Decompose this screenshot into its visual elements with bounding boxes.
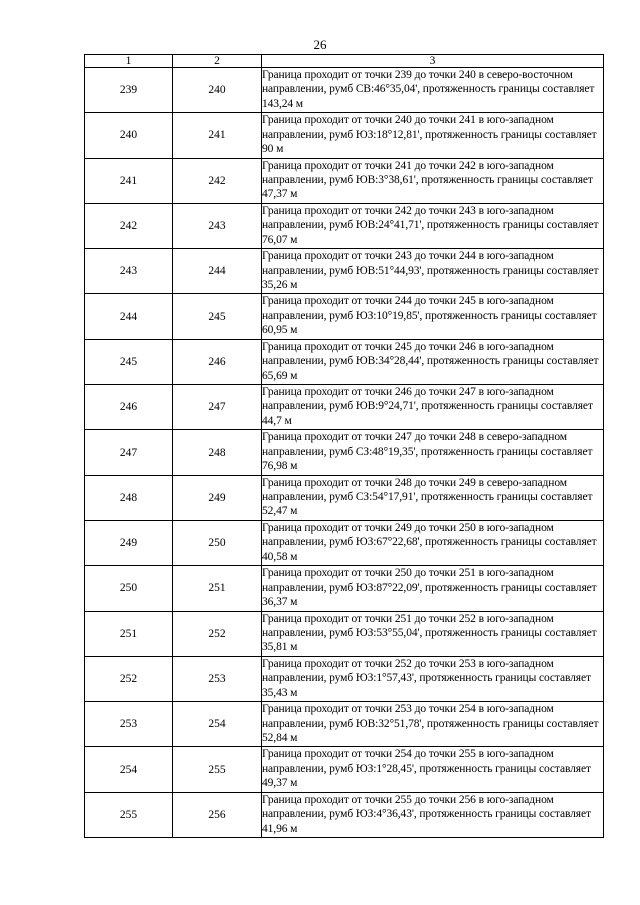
boundary-description-cell: Граница проходит от точки 243 до точки 244 в юго-западном направлении, румб ЮВ:51°44,93', протяженность границы составляет 35,26 м xyxy=(262,249,604,294)
boundary-description-cell: Граница проходит от точки 239 до точки 240 в северо-восточном направлении, румб СВ:46°35,04', протяженность границы составляет 143,24 м xyxy=(262,68,604,113)
table-row xyxy=(85,702,604,747)
point-from-cell: 241 xyxy=(85,158,173,203)
table-row xyxy=(85,611,604,656)
point-to-cell: 249 xyxy=(173,475,262,520)
point-from-cell: 253 xyxy=(85,702,173,747)
table-row xyxy=(85,430,604,475)
point-to-cell: 243 xyxy=(173,203,262,248)
boundary-description-cell: Граница проходит от точки 253 до точки 254 в юго-западном направлении, румб ЮВ:32°51,78', протяженность границы составляет 52,84 м xyxy=(262,702,604,747)
point-to-cell: 253 xyxy=(173,656,262,701)
table-row xyxy=(85,656,604,701)
table-row xyxy=(85,520,604,565)
point-from-cell: 249 xyxy=(85,520,173,565)
boundary-description-cell: Граница проходит от точки 240 до точки 241 в юго-западном направлении, румб ЮЗ:18°12,81', протяженность границы составляет 90 м xyxy=(262,113,604,158)
boundary-description-cell: Граница проходит от точки 250 до точки 251 в юго-западном направлении, румб ЮЗ:87°22,09', протяженность границы составляет 36,37 м xyxy=(262,566,604,611)
table-row xyxy=(85,566,604,611)
point-to-cell: 245 xyxy=(173,294,262,339)
boundary-description-cell: Граница проходит от точки 245 до точки 246 в юго-западном направлении, румб ЮВ:34°28,44', протяженность границы составляет 65,69 м xyxy=(262,339,604,384)
page-number: 26 xyxy=(313,37,327,52)
point-from-cell: 246 xyxy=(85,385,173,430)
table-row xyxy=(85,339,604,384)
boundary-description-cell: Граница проходит от точки 252 до точки 253 в юго-западном направлении, румб ЮЗ:1°57,43', протяженность границы составляет 35,43 м xyxy=(262,656,604,701)
header-col-3: 3 xyxy=(262,55,604,68)
table-row xyxy=(85,475,604,520)
boundary-description-cell: Граница проходит от точки 254 до точки 255 в юго-западном направлении, румб ЮЗ:1°28,45', протяженность границы составляет 49,37 м xyxy=(262,747,604,792)
point-to-cell: 251 xyxy=(173,566,262,611)
table-row xyxy=(85,68,604,113)
boundary-description-cell: Граница проходит от точки 251 до точки 252 в юго-западном направлении, румб ЮЗ:53°55,04', протяженность границы составляет 35,81 м xyxy=(262,611,604,656)
table-row xyxy=(85,792,604,837)
table-row xyxy=(85,249,604,294)
point-from-cell: 244 xyxy=(85,294,173,339)
boundary-description-cell: Граница проходит от точки 246 до точки 247 в юго-западном направлении, румб ЮВ:9°24,71', протяженность границы составляет 44,7 м xyxy=(262,385,604,430)
boundary-description-cell: Граница проходит от точки 242 до точки 243 в юго-западном направлении, румб ЮВ:24°41,71', протяженность границы составляет 76,07 м xyxy=(262,203,604,248)
boundary-description-cell: Граница проходит от точки 255 до точки 256 в юго-западном направлении, румб ЮЗ:4°36,43', протяженность границы составляет 41,96 м xyxy=(262,792,604,837)
table-header-row xyxy=(85,55,604,68)
point-to-cell: 248 xyxy=(173,430,262,475)
point-to-cell: 254 xyxy=(173,702,262,747)
point-from-cell: 250 xyxy=(85,566,173,611)
boundary-description-cell: Граница проходит от точки 241 до точки 242 в юго-западном направлении, румб ЮВ:3°38,61', протяженность границы составляет 47,37 м xyxy=(262,158,604,203)
point-to-cell: 250 xyxy=(173,520,262,565)
point-from-cell: 239 xyxy=(85,68,173,113)
point-from-cell: 247 xyxy=(85,430,173,475)
table-row xyxy=(85,203,604,248)
boundary-description-cell: Граница проходит от точки 247 до точки 248 в северо-западном направлении, румб СЗ:48°19,35', протяженность границы составляет 76,98 м xyxy=(262,430,604,475)
boundary-description-cell: Граница проходит от точки 244 до точки 245 в юго-западном направлении, румб ЮЗ:10°19,85', протяженность границы составляет 60,95 м xyxy=(262,294,604,339)
point-from-cell: 248 xyxy=(85,475,173,520)
point-to-cell: 242 xyxy=(173,158,262,203)
point-to-cell: 241 xyxy=(173,113,262,158)
point-from-cell: 245 xyxy=(85,339,173,384)
boundary-description-cell: Граница проходит от точки 249 до точки 250 в юго-западном направлении, румб ЮЗ:67°22,68', протяженность границы составляет 40,58 м xyxy=(262,520,604,565)
table-row xyxy=(85,747,604,792)
table-row xyxy=(85,113,604,158)
boundary-description-cell: Граница проходит от точки 248 до точки 249 в северо-западном направлении, румб СЗ:54°17,91', протяженность границы составляет 52,47 м xyxy=(262,475,604,520)
point-from-cell: 252 xyxy=(85,656,173,701)
point-to-cell: 255 xyxy=(173,747,262,792)
header-col-2: 2 xyxy=(173,55,262,68)
point-from-cell: 242 xyxy=(85,203,173,248)
point-from-cell: 251 xyxy=(85,611,173,656)
point-to-cell: 246 xyxy=(173,339,262,384)
table-row xyxy=(85,294,604,339)
point-to-cell: 256 xyxy=(173,792,262,837)
header-col-1: 1 xyxy=(85,55,173,68)
point-from-cell: 254 xyxy=(85,747,173,792)
point-to-cell: 240 xyxy=(173,68,262,113)
table-row xyxy=(85,158,604,203)
table-row xyxy=(85,385,604,430)
point-from-cell: 255 xyxy=(85,792,173,837)
point-from-cell: 240 xyxy=(85,113,173,158)
boundary-table xyxy=(84,54,604,838)
point-to-cell: 247 xyxy=(173,385,262,430)
point-from-cell: 243 xyxy=(85,249,173,294)
point-to-cell: 252 xyxy=(173,611,262,656)
point-to-cell: 244 xyxy=(173,249,262,294)
